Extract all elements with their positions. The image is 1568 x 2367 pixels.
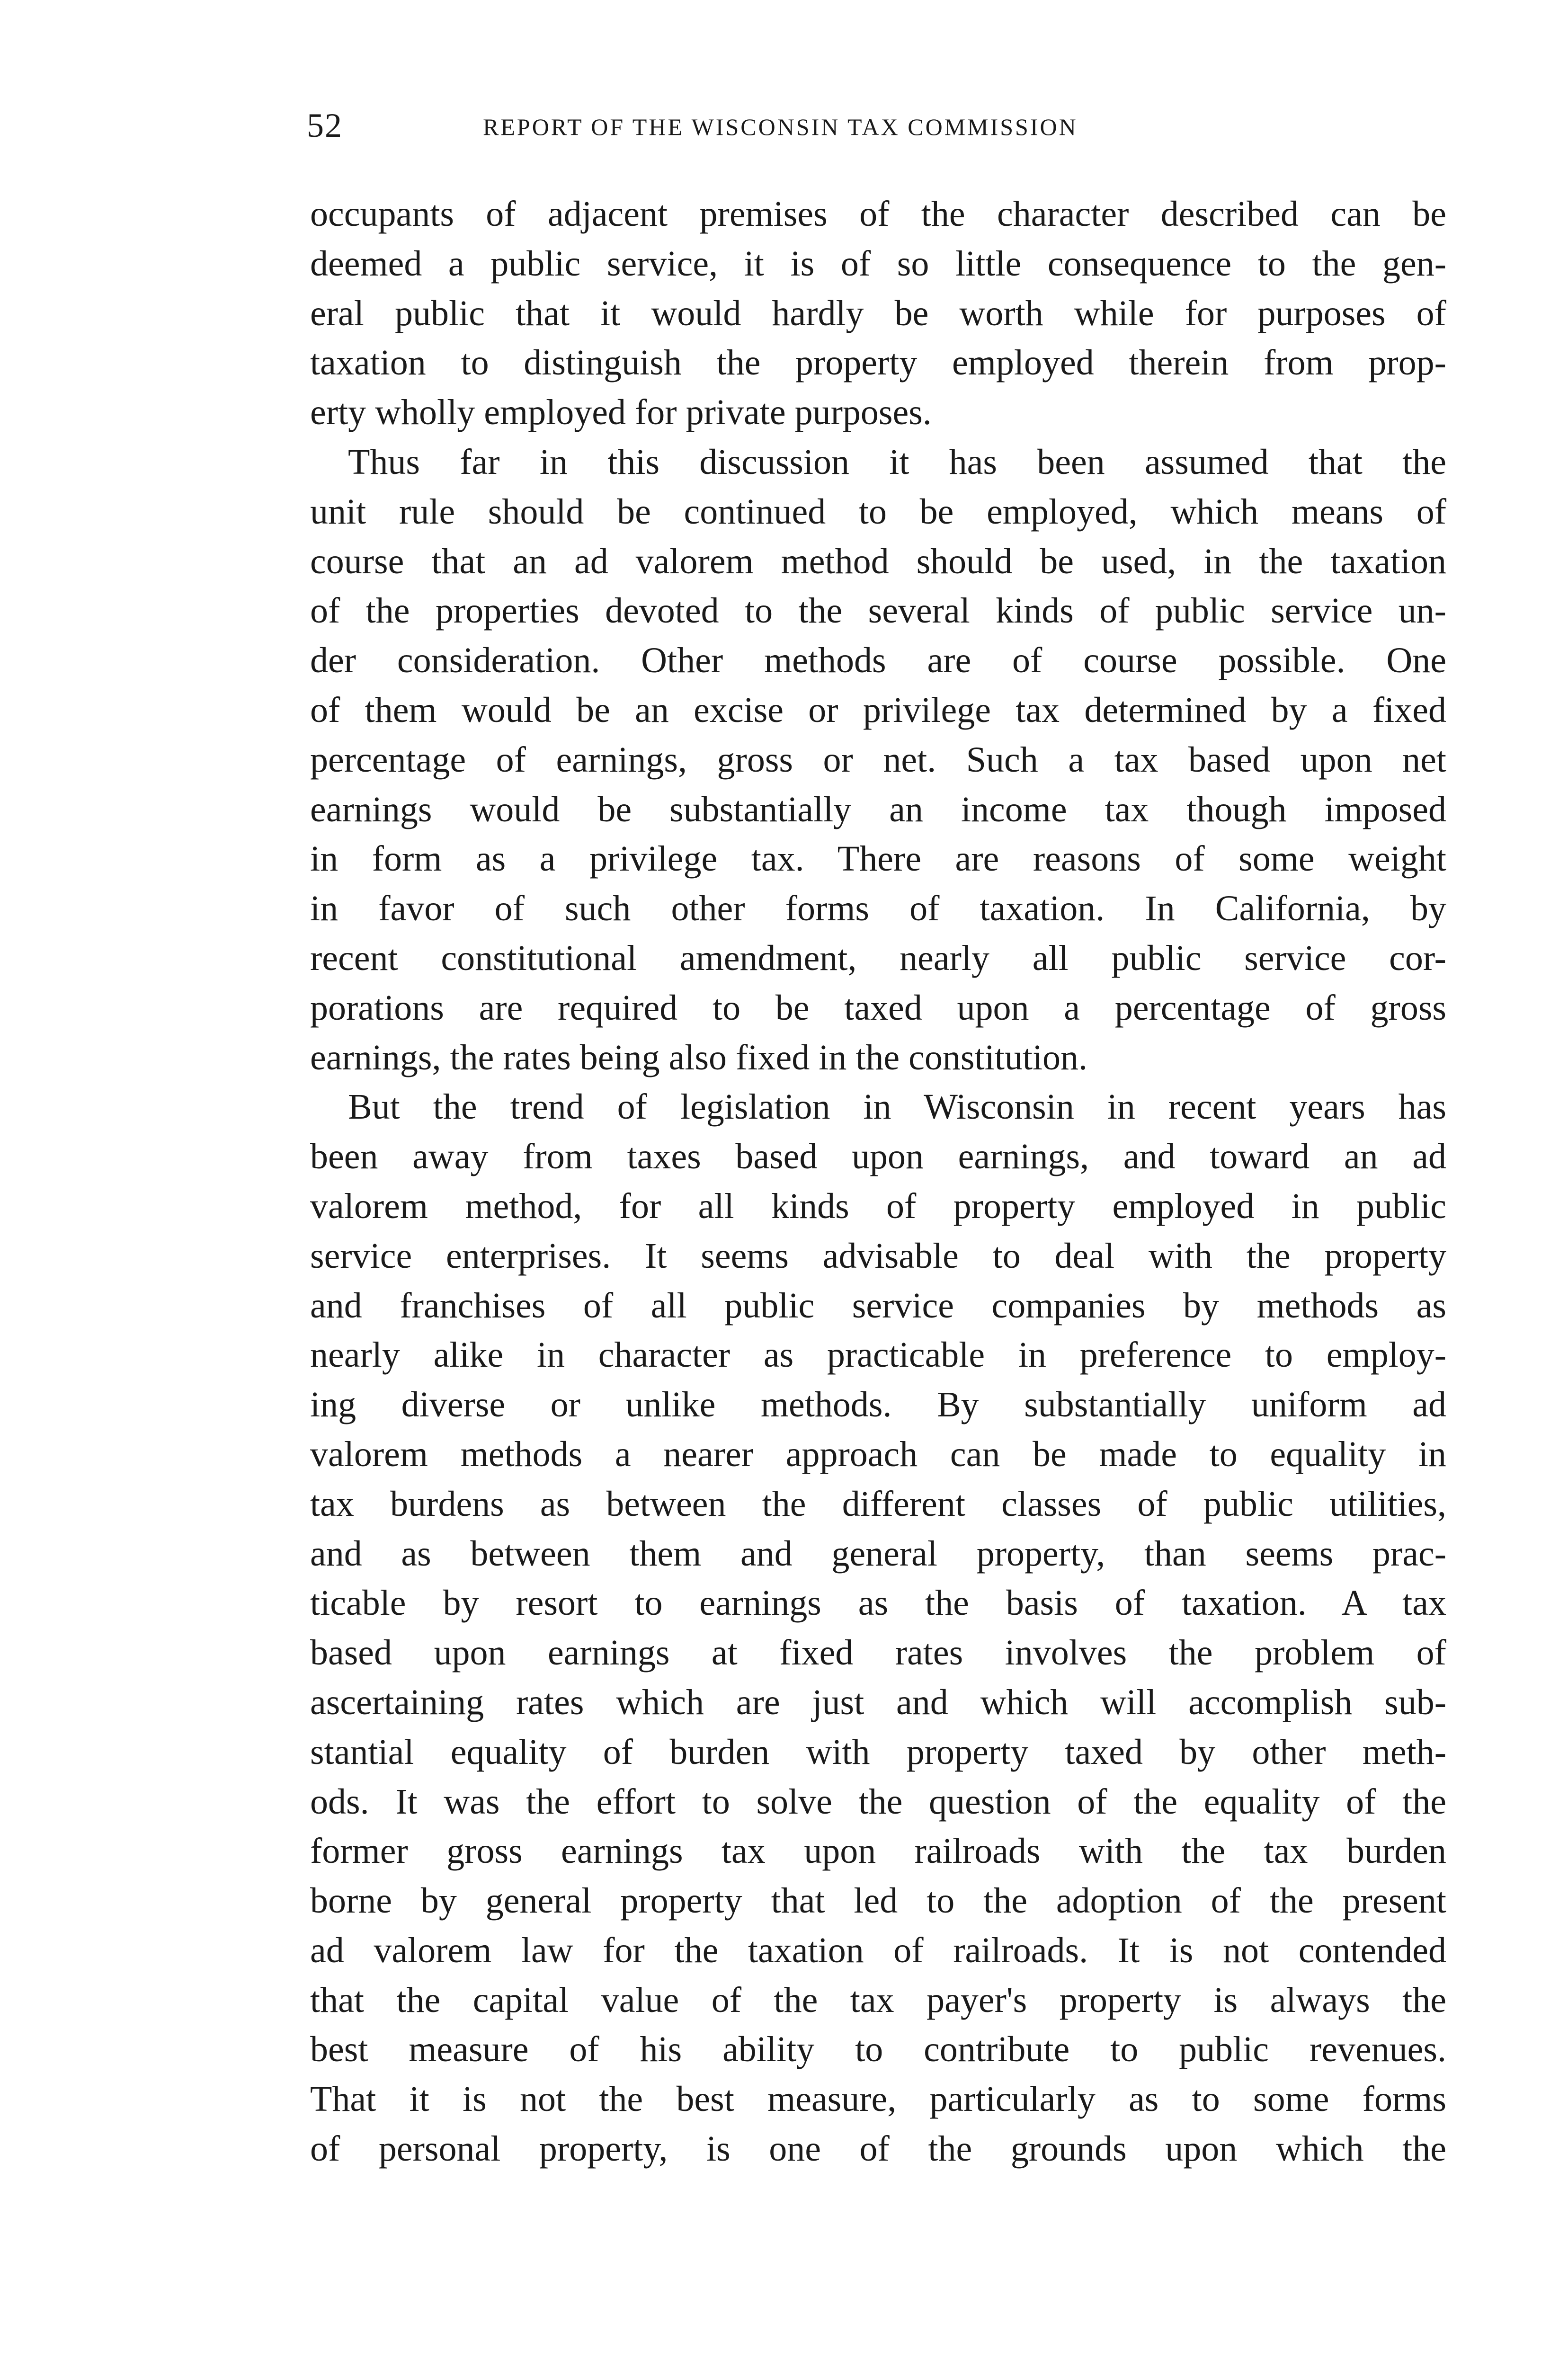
text-line: recent constitutional amendment, nearly all public service cor- [310,938,1446,978]
text-line: in favor of such other forms of taxation. In California, by [310,889,1446,929]
text-line: service enterprises. It seems advisable to deal with the property [310,1236,1446,1276]
text-line: porations are required to be taxed upon a percentage of gross [310,988,1446,1028]
text-line: and franchises of all public service companies by methods as [310,1285,1446,1326]
page-header [0,102,1568,149]
paragraph-start-line: But the trend of legislation in Wisconsin in recent years has [348,1087,1446,1127]
text-line: that the capital value of the tax payer's property is always the [310,1980,1446,2020]
text-line: That it is not the best measure, particularly as to some forms [310,2079,1446,2119]
text-line: and as between them and general property, than seems prac- [310,1533,1446,1574]
text-line: deemed a public service, it is of so little consequence to the gen- [310,243,1446,284]
text-line: eral public that it would hardly be worth while for purposes of [310,293,1446,333]
text-line: percentage of earnings, gross or net. Such a tax based upon net [310,739,1446,780]
paragraph-end-line: earnings, the rates being also fixed in the constitution. [310,1037,1088,1077]
text-line: taxation to distinguish the property employed therein from prop- [310,343,1446,383]
text-line: former gross earnings tax upon railroads with the tax burden [310,1831,1446,1871]
text-line: occupants of adjacent premises of the character described can be [310,194,1446,234]
text-line: ascertaining rates which are just and which will accomplish sub- [310,1682,1446,1722]
page-number: 52 [307,107,343,144]
text-line: ods. It was the effort to solve the question of the equality of the [310,1781,1446,1822]
text-line: of them would be an excise or privilege tax determined by a fixed [310,690,1446,730]
text-line: ing diverse or unlike methods. By substantially uniform ad [310,1385,1446,1425]
text-line: valorem method, for all kinds of property employed in public [310,1186,1446,1226]
text-line: unit rule should be continued to be employed, which means of [310,491,1446,532]
text-line: course that an ad valorem method should be used, in the taxation [310,541,1446,581]
text-line: ad valorem law for the taxation of railroads. It is not contended [310,1930,1446,1970]
text-line: earnings would be substantially an income tax though imposed [310,789,1446,829]
text-line: based upon earnings at fixed rates involves the problem of [310,1633,1446,1673]
text-line: borne by general property that led to the adoption of the present [310,1881,1446,1921]
body-text [310,189,1446,2174]
paragraph-start-line: Thus far in this discussion it has been assumed that the [348,442,1446,482]
text-line: stantial equality of burden with property taxed by other meth- [310,1732,1446,1772]
running-head: REPORT OF THE WISCONSIN TAX COMMISSION [483,114,1078,140]
text-line: valorem methods a nearer approach can be made to equality in [310,1434,1446,1474]
text-line: tax burdens as between the different classes of public utilities, [310,1484,1446,1524]
text-line: of personal property, is one of the grounds upon which the [310,2129,1446,2169]
text-line: of the properties devoted to the several kinds of public service un- [310,591,1446,631]
text-line: been away from taxes based upon earnings, and toward an ad [310,1137,1446,1177]
text-line: der consideration. Other methods are of course possible. One [310,641,1446,681]
text-line: nearly alike in character as practicable in preference to employ- [310,1335,1446,1375]
text-line: best measure of his ability to contribute to public revenues. [310,2029,1446,2070]
paragraph-end-line: erty wholly employed for private purposes. [310,392,932,433]
text-line: in form as a privilege tax. There are reasons of some weight [310,839,1446,879]
text-line: ticable by resort to earnings as the basis of taxation. A tax [310,1583,1446,1623]
